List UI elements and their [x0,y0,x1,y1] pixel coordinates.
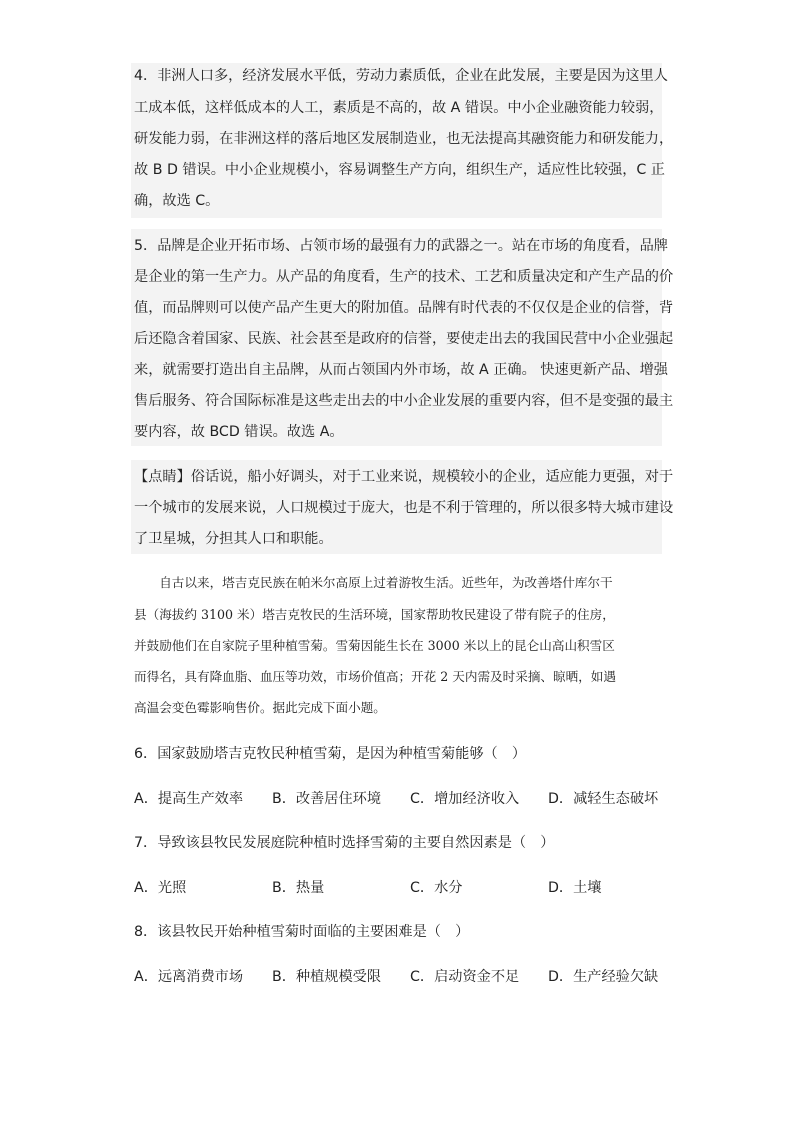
tip-line: 一个城市的发展来说，人口规模过于庞大，也是不利于管理的，所以很多特大城市建设 [134,500,674,516]
question-options [134,878,674,898]
option-b[interactable]: B．改善居住环境 [272,791,382,807]
question-stem: 7．导致该县牧民发展庭院种植时选择雪菊的主要自然因素是（ ） [134,835,555,851]
explanation-line: 售后服务、符合国际标准是这些走出去的中小企业发展的重要内容，但不是变强的最主 [134,393,674,409]
passage-line: 而得名，具有降血脂、血压等功效，市场价值高；开花 2 天内需及时采摘、晾晒，如遇 [134,669,616,684]
passage-line: 县（海拔约 3100 米）塔吉克牧民的生活环境，国家帮助牧民建设了带有院子的住房， [134,607,615,622]
passage-line: 高温会变色霉影响售价。据此完成下面小题。 [134,700,386,715]
explanation-line: 后还隐含着国家、民族、社会甚至是政府的信誉，要使走出去的我国民营中小企业强起 [134,331,674,347]
tip-line: 【点睛】俗话说，船小好调头，对于工业来说，规模较小的企业，适应能力更强，对于 [134,469,674,485]
option-a[interactable]: A．远离消费市场 [134,969,244,985]
passage-line: 自古以来，塔吉克民族在帕米尔高原上过着游牧生活。近些年，为改善塔什库尔干 [134,575,613,590]
explanation-line: 确，故选 C。 [134,193,220,209]
option-b[interactable]: B．热量 [272,880,325,896]
option-d[interactable]: D．减轻生态破坏 [548,791,659,807]
explanation-line: 研发能力弱，在非洲这样的落后地区发展制造业，也无法提高其融资能力和研发能力， [134,131,674,147]
question-options [134,967,674,987]
explanation-line: 来，就需要打造出自主品牌，从而占领国内外市场，故 A 正确。 快速更新产品、增强 [134,362,668,378]
explanation-line: 要内容，故 BCD 错误。故选 A。 [134,424,344,440]
option-b[interactable]: B．种植规模受限 [272,969,382,985]
explanation-line: 故 B D 错误。中小企业规模小，容易调整生产方向，组织生产，适应性比较强，C 正 [134,162,665,178]
option-c[interactable]: C．启动资金不足 [410,969,520,985]
option-c[interactable]: C．增加经济收入 [410,791,520,807]
explanation-line: 工成本低，这样低成本的人工，素质是不高的，故 A 错误。中小企业融资能力较弱， [134,100,664,116]
passage-line: 并鼓励他们在自家院子里种植雪菊。雪菊因能生长在 3000 米以上的昆仑山高山积雪区 [134,638,615,653]
question-stem: 8．该县牧民开始种植雪菊时面临的主要困难是（ ） [134,924,470,940]
tip-line: 了卫星城，分担其人口和职能。 [134,531,333,547]
question-options [134,789,674,809]
option-d[interactable]: D．生产经验欠缺 [548,969,659,985]
explanation-line: 是企业的第一生产力。从产品的角度看，生产的技术、工艺和质量决定和产生产品的价 [134,269,674,285]
explanation-line: 4．非洲人口多，经济发展水平低，劳动力素质低，企业在此发展，主要是因为这里人 [134,68,668,84]
option-a[interactable]: A．光照 [134,880,187,896]
explanation-line: 5．品牌是企业开拓市场、占领市场的最强有力的武器之一。站在市场的角度看，品牌 [134,238,668,254]
question-stem: 6．国家鼓励塔吉克牧民种植雪菊，是因为种植雪菊能够（ ） [134,746,527,762]
explanation-line: 值，而品牌则可以使产品产生更大的附加值。品牌有时代表的不仅仅是企业的信誉，背 [134,300,674,316]
option-a[interactable]: A．提高生产效率 [134,791,244,807]
option-d[interactable]: D．土壤 [548,880,602,896]
option-c[interactable]: C．水分 [410,880,463,896]
